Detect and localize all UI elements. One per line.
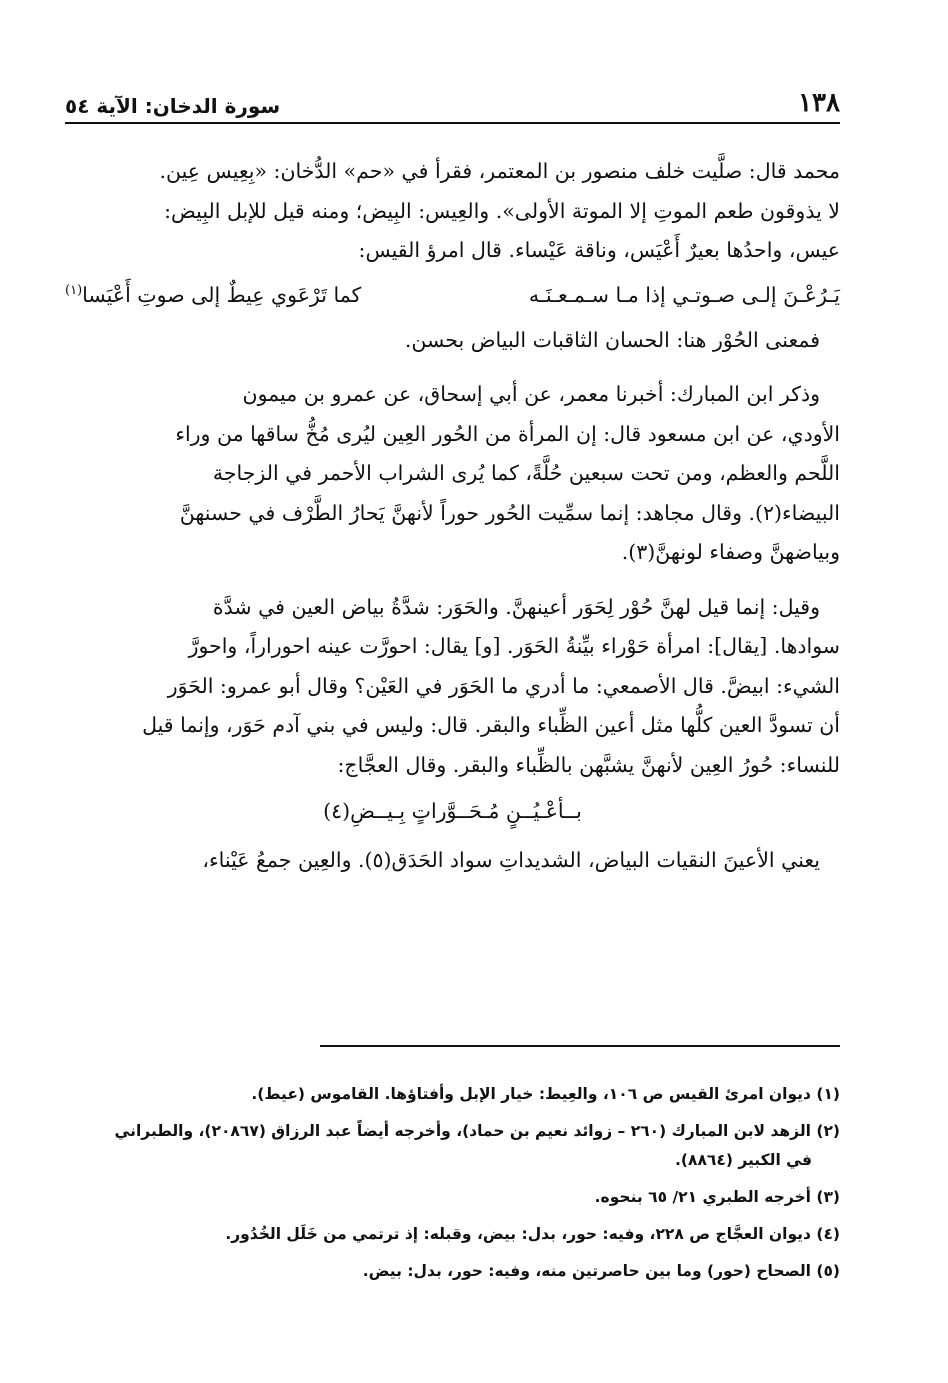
footnote xyxy=(65,1080,840,1109)
text-line: فمعنى الحُوْر هنا: الحسان الثاقبات البياض بحسن. xyxy=(404,327,820,352)
footnote xyxy=(65,1257,840,1286)
running-title: سورة الدخان: الآية ٥٤ xyxy=(65,94,281,118)
text-line: الأودي، عن ابن مسعود قال: إن المرأة من الحُور العِين ليُرى مُخُّ ساقها من وراء xyxy=(175,421,840,446)
page-header xyxy=(65,84,840,118)
text-line: وذكر ابن المبارك: أخبرنا معمر، عن أبي إسحاق، عن عمرو بن ميمون xyxy=(242,382,820,406)
poetry-verse xyxy=(65,275,840,315)
text-line: عيس، واحدُها بعيرٌ أَعْيَس، وناقة عَيْساء. قال امرؤ القيس: xyxy=(358,238,840,262)
text-line: للنساء: حُورُ العِين لأنهنَّ يشبَّهن بالظِّباء والبقر. وقال العجَّاج: xyxy=(337,752,840,777)
verse-first-hemistich: يَـرُعْـنَ إلـى صـوتـي إذا مـا سـمـعـنَـه xyxy=(528,282,840,307)
paragraph-gap xyxy=(65,573,840,588)
page-number: ١٣٨ xyxy=(798,88,840,118)
text-line: وقيل: إنما قيل لهنَّ حُوْر لِحَوَر أعينهنَّ. والحَوَر: شدَّةُ بياض العين في شدَّة xyxy=(212,594,820,619)
text-line: أن تسودَّ العين كلُّها مثل أعين الظِّباء والبقر. قال: وليس في بني آدم حَوَر، وإنما قيل xyxy=(142,713,840,737)
text-line: محمد قال: صلَّيت خلف منصور بن المعتمر، فقرأ في «حم» الدُّخان: «بِعِيس عِين. xyxy=(159,159,840,183)
footnote-text: (١) ديوان امرئ القيس ص ١٠٦، والعِيط: خيار الإبل وأفتاؤها. القاموس (عيط). xyxy=(251,1085,840,1103)
footnote-text: (٣) أخرجه الطبري ٢١/ ٦٥ بنحوه. xyxy=(594,1188,840,1206)
verse-second-hemistich: كما تَرْعَوي عِيطٌ إلى صوتِ أَعْيَسا xyxy=(82,282,362,307)
header-rule xyxy=(65,122,840,124)
footnote xyxy=(65,1220,840,1249)
footnotes xyxy=(65,1080,840,1294)
footnote-text: (٢) الزهد لابن المبارك (٢٦٠ – زوائد نعيم بن حماد)، وأخرجه أيضاً عبد الرزاق (٢٠٨٦٧)، والطبراني xyxy=(114,1122,840,1140)
footnote-rule xyxy=(320,1045,840,1047)
paragraph-gap xyxy=(65,360,840,375)
text-line: البيضاء(٢). وقال مجاهد: إنما سمِّيت الحُور حوراً لأنهنَّ يَحارُ الطَّرْف في حسنهنَّ xyxy=(179,500,840,525)
footnote-text: (٤) ديوان العجَّاج ص ٢٢٨، وفيه: حور، بدل: بيض، وقبله: إذ ترتمي من خَلَل الخُدُور. xyxy=(225,1225,840,1243)
footnote xyxy=(65,1183,840,1212)
text-line: سوادها. [يقال]: امرأة حَوْراء بيِّنةُ الحَوَر. [و] يقال: احورَّت عينه احوراراً، واحورَّ xyxy=(188,634,840,658)
poetry-verse-centered: بــأعْـيُــنٍ مُـحَــوَّراتٍ بِـيــضِ(٤) xyxy=(323,799,582,823)
footnote-text: (٥) الصحاح (حور) وما بين حاصرتين منه، وفيه: حور، بدل: بيض. xyxy=(362,1262,840,1280)
text-line: الشيء: ابيضَّ. قال الأصمعي: ما أدري ما الحَوَر في العَيْن؟ وقال أبو عمرو: الحَوَر xyxy=(167,673,840,698)
footnote xyxy=(65,1117,840,1175)
main-text xyxy=(65,152,840,881)
footnote-continuation: في الكبير (٨٨٦٤). xyxy=(675,1151,812,1169)
text-line: لا يذوقون طعم الموتِ إلا الموتة الأولى». والعِيس: البِيض؛ ومنه قيل للإبل البِيض: xyxy=(164,198,840,223)
verse-second-hemistich-wrap xyxy=(65,275,361,315)
footnote-marker: (١) xyxy=(65,282,83,298)
text-line: اللَّحم والعظم، ومن تحت سبعين حُلَّةً، كما يُرى الشراب الأحمر في الزجاجة xyxy=(212,461,840,485)
text-line: وبياضهنَّ وصفاء لونهنَّ(٣). xyxy=(621,540,840,564)
text-line: يعني الأعينَ النقيات البياض، الشديداتِ سواد الحَدَق(٥). والعِين جمعُ عَيْناء، xyxy=(202,848,820,872)
